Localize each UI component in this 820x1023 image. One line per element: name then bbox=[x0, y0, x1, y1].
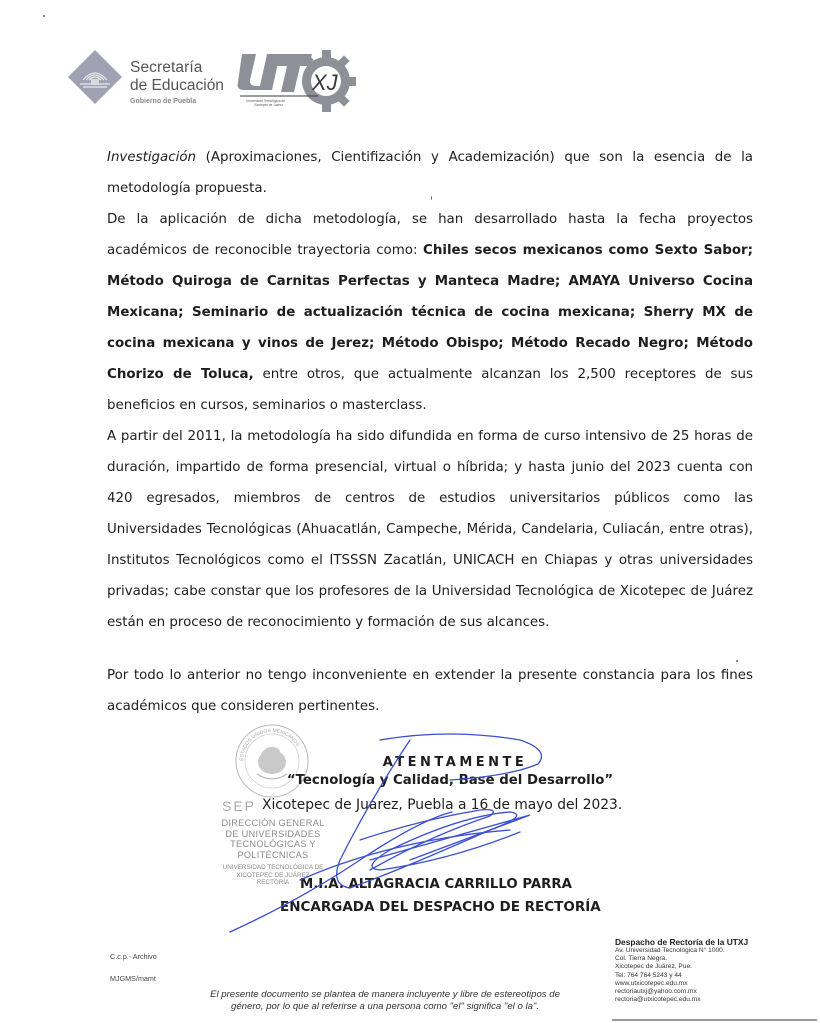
paragraph-2-outro: entre otros, que actualmente alcanzan los 2,500 receptores de sus beneficios en cursos, seminarios o masterclass. bbox=[107, 367, 753, 413]
paragraph-3: A partir del 2011, la metodología ha sido difundida en forma de curso intensivo de 25 horas de duración, impartido de forma presencial, virtual o híbrida; y hasta junio del 2023 cuenta con 420 egresados, miembros de centros de estudios universitarios públicos como las Universidades Tecnológicas (Ahuacatlán, Campeche, Mérida, Candelaria, Culiacán, entre otras), Institutos Tecnológicos como el ITSSSN Zacatlán, UNICACH en Chiapas y otras universidades privadas; cabe constar que los profesores de la Universidad Tecnológica de Xicotepec de Juárez están en proceso de reconocimiento y formación de sus alcances. bbox=[107, 429, 753, 630]
closing-paragraph: Por todo lo anterior no tengo inconveniente en extender la presente constancia para los fines académicos que consideren pertinentes. bbox=[107, 668, 753, 714]
reference-initials: MJGMS/mamt bbox=[110, 974, 156, 983]
document-body bbox=[107, 142, 753, 638]
disclaimer-line-2: género, por lo que al referirse a una persona como "el" significa "el o la". bbox=[230, 1000, 539, 1012]
stamp-line-3: TECNOLÓGICAS Y bbox=[230, 839, 316, 849]
stamp-line-1: DIRECCIÓN GENERAL bbox=[221, 818, 325, 828]
paragraph-2-intro: De la aplicación de dicha metodología, se han desarrollado hasta la fecha proyectos académicos de reconocible trayectoria como: bbox=[107, 212, 753, 258]
ccp-archive: C.c.p.- Archivo bbox=[110, 952, 157, 961]
stamp-line-7: RECTORÍA bbox=[256, 879, 290, 886]
stamp-sep-label: SEP bbox=[222, 798, 257, 814]
stamp-line-6: XICOTEPEC DE JUÁREZ bbox=[236, 871, 310, 879]
sep-logo-text bbox=[130, 60, 224, 105]
paragraph-1-text: (Aproximaciones, Cientifización y Academización) que son la esencia de la metodología propuesta. bbox=[107, 150, 753, 196]
scan-speck bbox=[431, 196, 432, 200]
scan-speck bbox=[43, 15, 45, 17]
contact-email-yahoo-link[interactable]: rectoriautxj@yahoo.com.mx bbox=[615, 988, 697, 996]
atentamente-label: ATENTAMENTE bbox=[382, 755, 528, 770]
stamp-line-2: DE UNIVERSIDADES bbox=[225, 828, 321, 839]
stamp-line-5: UNIVERSIDAD TECNOLÓGICA DE bbox=[222, 864, 324, 871]
utxj-gear-logo-icon bbox=[234, 44, 358, 118]
svg-text:Xicotepec de Juárez: Xicotepec de Juárez bbox=[254, 103, 283, 107]
disclaimer-line-1: El presente documento se plantea de manera incluyente y libre de estereotipos de bbox=[210, 989, 560, 1000]
contact-website-link[interactable]: www.utxicotepec.edu.mx bbox=[615, 979, 688, 987]
institutional-motto: “Tecnología y Calidad, Base del Desarrollo” bbox=[286, 773, 614, 788]
sep-logo-line2: de Educación bbox=[130, 76, 224, 94]
rectory-contact-info bbox=[615, 937, 748, 1004]
signer-name: M.I.A. ALTAGRACIA CARRILLO PARRA bbox=[300, 877, 572, 892]
scan-speck bbox=[736, 660, 738, 662]
place-and-date: Xicotepec de Juárez, Puebla a 16 de mayo del 2023. bbox=[262, 797, 623, 813]
contact-email-link[interactable]: rectoria@utxicotepec.edu.mx bbox=[615, 996, 701, 1004]
paragraph-2 bbox=[107, 212, 753, 413]
paragraph-1 bbox=[107, 150, 753, 196]
contact-address: Av. Universidad Tecnológica N° 1000. bbox=[615, 947, 725, 954]
sep-puebla-logo-icon bbox=[66, 48, 124, 106]
contact-colony: Col. Tierra Negra. bbox=[615, 955, 668, 963]
svg-text:Universidad Tecnológica de: Universidad Tecnológica de bbox=[246, 99, 285, 103]
seal-text: ESTADOS UNIDOS MEXICANOS bbox=[238, 727, 301, 762]
paragraph-2-projects: Chiles secos mexicanos como Sexto Sabor; Método Quiroga de Carnitas Perfectas y Manteca Madre; AMAYA Universo Cocina Mexicana; Seminario de actualización técnica de cocina mexicana; Sherry MX de cocina mexicana y vinos de Jerez; Método Obispo; Método Recado Negro; Método Chorizo de Toluca, bbox=[107, 243, 753, 382]
inclusive-language-disclaimer bbox=[170, 989, 600, 1012]
stamp-line-4: POLITÉCNICAS bbox=[237, 849, 309, 860]
sep-logo-line1: Secretaría bbox=[130, 59, 203, 76]
signer-title: ENCARGADA DEL DESPACHO DE RECTORÍA bbox=[280, 899, 601, 915]
svg-text:XJ: XJ bbox=[312, 70, 338, 95]
sep-logo-line3: Gobierno de Puebla bbox=[130, 98, 197, 105]
footer-divider bbox=[612, 1019, 817, 1021]
contact-heading: Despacho de Rectoría de la UTXJ bbox=[615, 937, 749, 947]
signature-block bbox=[230, 755, 650, 788]
contact-phone: Tel: 764 764 5243 y 44 bbox=[615, 971, 682, 979]
paragraph-1-italic: Investigación bbox=[107, 150, 197, 165]
contact-city: Xicotepec de Juárez, Pue. bbox=[615, 963, 692, 971]
